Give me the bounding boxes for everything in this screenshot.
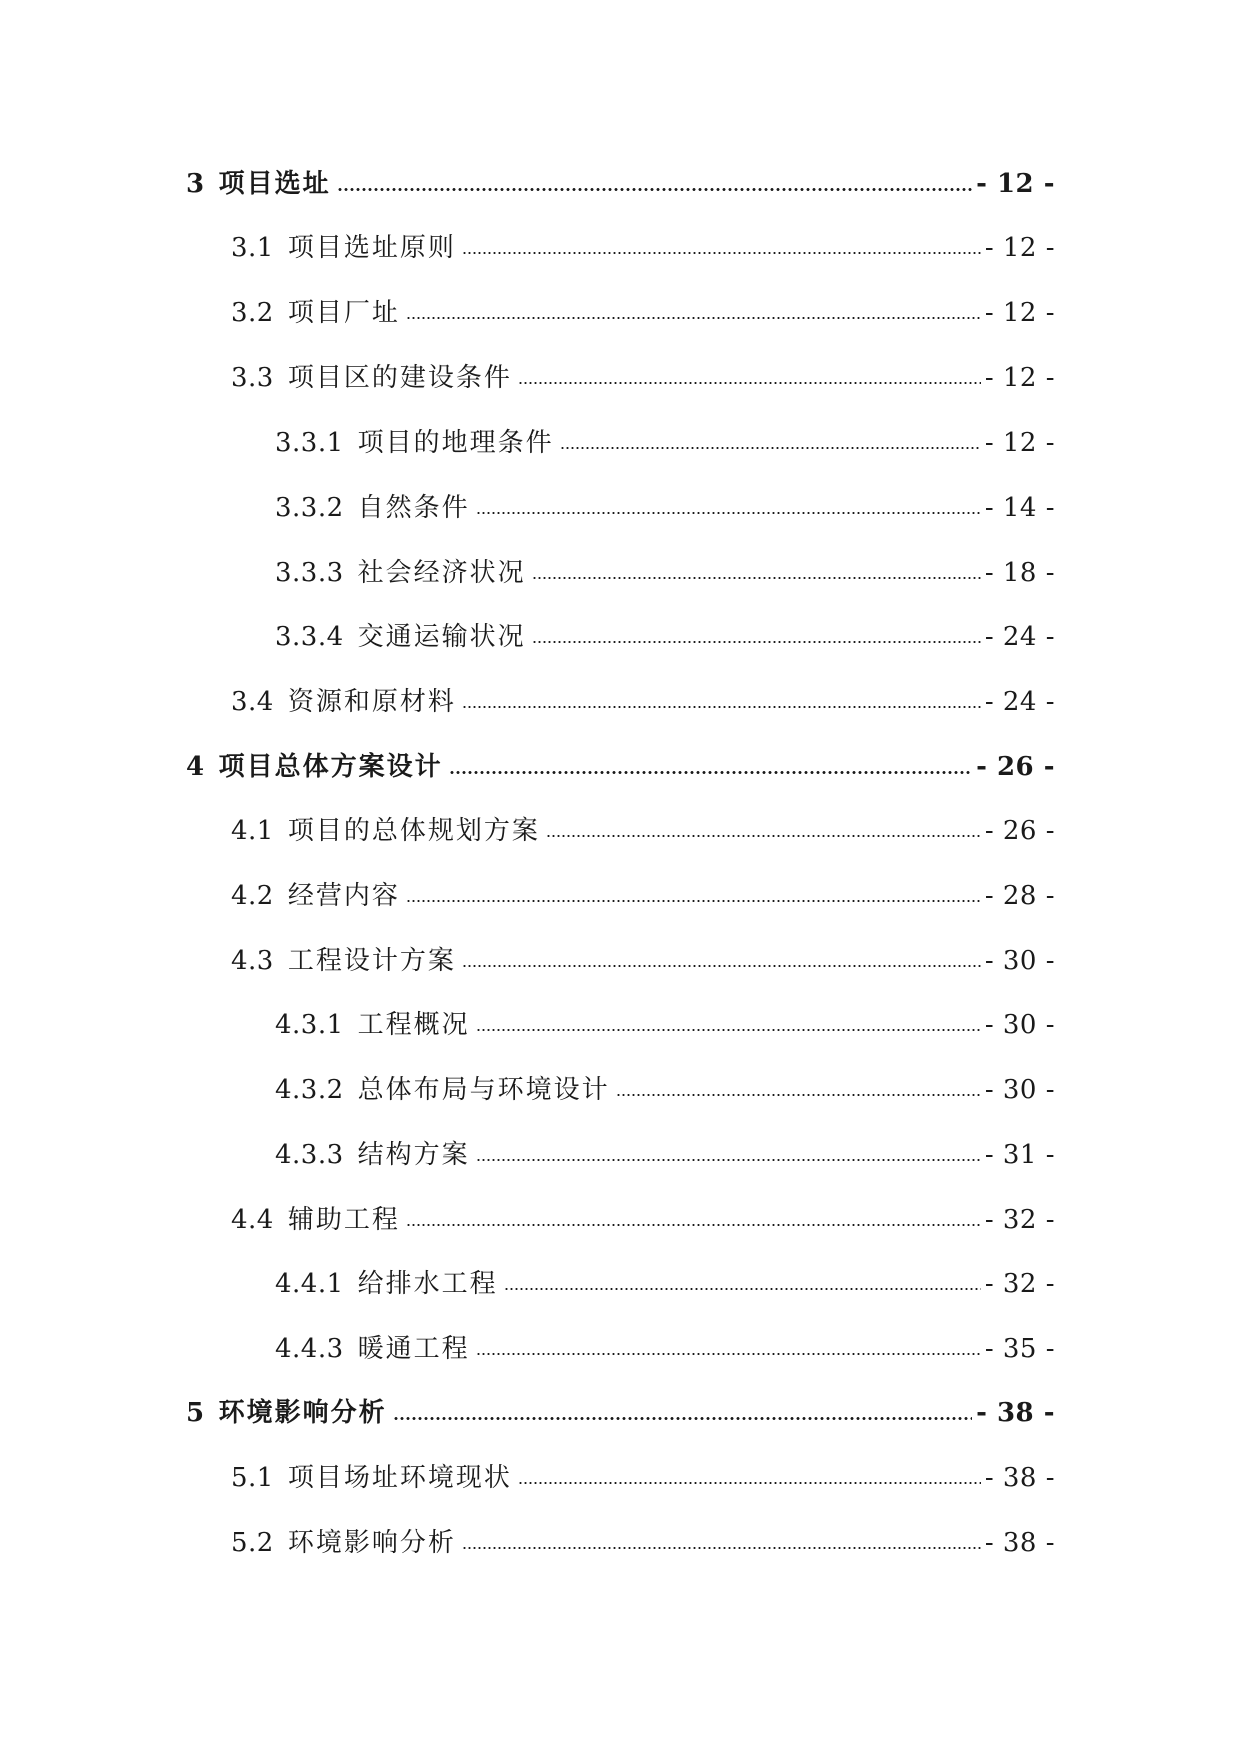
dot-leader — [406, 1224, 981, 1226]
toc-entry-page: - 38 - — [976, 1398, 1055, 1428]
toc-entry-chapter[interactable] — [186, 164, 1055, 204]
toc-entry-number: 4.2 — [231, 881, 274, 911]
toc-entry-title: 环境影响分析 — [287, 1528, 456, 1558]
toc-entry-page: - 28 - — [984, 881, 1055, 911]
toc-entry-page: - 14 - — [984, 493, 1055, 523]
toc-entry-subsection[interactable] — [275, 1005, 1055, 1045]
dot-leader — [406, 317, 981, 319]
dot-leader — [462, 252, 981, 254]
toc-entry-number: 4.4.1 — [275, 1269, 344, 1299]
toc-entry-chapter[interactable] — [186, 1393, 1055, 1433]
toc-entry-title: 项目厂址 — [287, 298, 400, 328]
toc-entry-number: 4.4 — [231, 1205, 274, 1235]
toc-entry-number: 4.4.3 — [275, 1334, 344, 1364]
toc-entry-title: 给排水工程 — [357, 1269, 498, 1299]
toc-entry-title: 工程设计方案 — [287, 946, 456, 976]
toc-entry-subsection[interactable] — [275, 1329, 1055, 1369]
toc-entry-page: - 12 - — [984, 298, 1055, 328]
dot-leader — [532, 641, 981, 643]
toc-entry-title: 项目选址原则 — [287, 233, 456, 263]
toc-entry-section[interactable] — [231, 1200, 1055, 1240]
dot-leader — [532, 577, 981, 579]
toc-entry-title: 暖通工程 — [357, 1334, 470, 1364]
toc-entry-subsection[interactable] — [275, 423, 1055, 463]
dot-leader — [546, 835, 981, 837]
toc-entry-number: 3.3.2 — [275, 493, 344, 523]
toc-entry-page: - 12 - — [976, 169, 1055, 199]
toc-entry-title: 项目选址 — [218, 169, 331, 199]
toc-entry-number: 3.1 — [231, 233, 274, 263]
toc-entry-subsection[interactable] — [275, 1264, 1055, 1304]
dot-leader — [560, 447, 981, 449]
toc-entry-title: 自然条件 — [357, 493, 470, 523]
toc-entry-page: - 35 - — [984, 1334, 1055, 1364]
toc-entry-subsection[interactable] — [275, 553, 1055, 593]
toc-entry-number: 4.3.1 — [275, 1010, 344, 1040]
dot-leader — [462, 1547, 981, 1549]
toc-entry-page: - 30 - — [984, 1075, 1055, 1105]
toc-entry-page: - 26 - — [984, 816, 1055, 846]
toc-entry-page: - 30 - — [984, 1010, 1055, 1040]
toc-entry-number: 4.3.2 — [275, 1075, 344, 1105]
toc-entry-title: 经营内容 — [287, 881, 400, 911]
toc-entry-page: - 12 - — [984, 428, 1055, 458]
toc-entry-title: 总体布局与环境设计 — [357, 1075, 610, 1105]
toc-entry-section[interactable] — [231, 1458, 1055, 1498]
toc-entry-page: - 30 - — [984, 946, 1055, 976]
toc-entry-title: 工程概况 — [357, 1010, 470, 1040]
dot-leader — [406, 900, 981, 902]
toc-entry-page: - 12 - — [984, 233, 1055, 263]
toc-entry-page: - 32 - — [984, 1269, 1055, 1299]
dot-leader — [518, 1482, 981, 1484]
toc-entry-section[interactable] — [231, 358, 1055, 398]
toc-entry-number: 5.2 — [231, 1528, 274, 1558]
toc-entry-page: - 32 - — [984, 1205, 1055, 1235]
toc-entry-title: 社会经济状况 — [357, 558, 526, 588]
toc-entry-title: 资源和原材料 — [287, 687, 456, 717]
dot-leader — [518, 382, 981, 384]
toc-entry-number: 3.3 — [231, 363, 274, 393]
dot-leader — [476, 1029, 981, 1031]
toc-entry-title: 项目的总体规划方案 — [287, 816, 540, 846]
toc-entry-number: 3.3.3 — [275, 558, 344, 588]
toc-entry-page: - 24 - — [984, 687, 1055, 717]
toc-entry-title: 项目的地理条件 — [357, 428, 554, 458]
toc-entry-section[interactable] — [231, 1523, 1055, 1563]
toc-entry-page: - 18 - — [984, 558, 1055, 588]
toc-entry-number: 3 — [186, 169, 205, 199]
dot-leader — [462, 965, 981, 967]
toc-entry-title: 项目区的建设条件 — [287, 363, 512, 393]
dot-leader — [476, 512, 981, 514]
toc-entry-number: 4.3.3 — [275, 1140, 344, 1170]
toc-entry-page: - 38 - — [984, 1463, 1055, 1493]
toc-entry-title: 结构方案 — [357, 1140, 470, 1170]
toc-entry-subsection[interactable] — [275, 1070, 1055, 1110]
toc-entry-page: - 38 - — [984, 1528, 1055, 1558]
dot-leader — [476, 1353, 981, 1355]
toc-entry-title: 项目总体方案设计 — [218, 752, 443, 782]
dot-leader — [476, 1159, 981, 1161]
dot-leader — [393, 1417, 973, 1420]
dot-leader — [337, 188, 973, 191]
toc-entry-title: 项目场址环境现状 — [287, 1463, 512, 1493]
dot-leader — [504, 1288, 981, 1290]
toc-entry-page: - 24 - — [984, 622, 1055, 652]
dot-leader — [449, 771, 973, 774]
dot-leader — [462, 706, 981, 708]
toc-entry-subsection[interactable] — [275, 488, 1055, 528]
toc-entry-number: 5 — [186, 1398, 205, 1428]
toc-entry-title: 环境影响分析 — [218, 1398, 387, 1428]
toc-entry-number: 5.1 — [231, 1463, 274, 1493]
toc-entry-page: - 12 - — [984, 363, 1055, 393]
toc-entry-section[interactable] — [231, 811, 1055, 851]
toc-entry-page: - 31 - — [984, 1140, 1055, 1170]
toc-entry-number: 3.3.1 — [275, 428, 344, 458]
toc-entry-section[interactable] — [231, 941, 1055, 981]
toc-entry-section[interactable] — [231, 293, 1055, 333]
toc-entry-chapter[interactable] — [186, 747, 1055, 787]
dot-leader — [616, 1094, 981, 1096]
toc-entry-title: 交通运输状况 — [357, 622, 526, 652]
toc-entry-section[interactable] — [231, 228, 1055, 268]
toc-entry-number: 3.2 — [231, 298, 274, 328]
toc-entry-number: 3.3.4 — [275, 622, 344, 652]
toc-entry-page: - 26 - — [976, 752, 1055, 782]
toc-entry-title: 辅助工程 — [287, 1205, 400, 1235]
toc-entry-section[interactable] — [231, 682, 1055, 722]
toc-entry-subsection[interactable] — [275, 617, 1055, 657]
toc-entry-number: 4.1 — [231, 816, 274, 846]
toc-entry-number: 3.4 — [231, 687, 274, 717]
toc-entry-number: 4 — [186, 752, 205, 782]
toc-entry-number: 4.3 — [231, 946, 274, 976]
toc-entry-section[interactable] — [231, 876, 1055, 916]
toc-entry-subsection[interactable] — [275, 1135, 1055, 1175]
